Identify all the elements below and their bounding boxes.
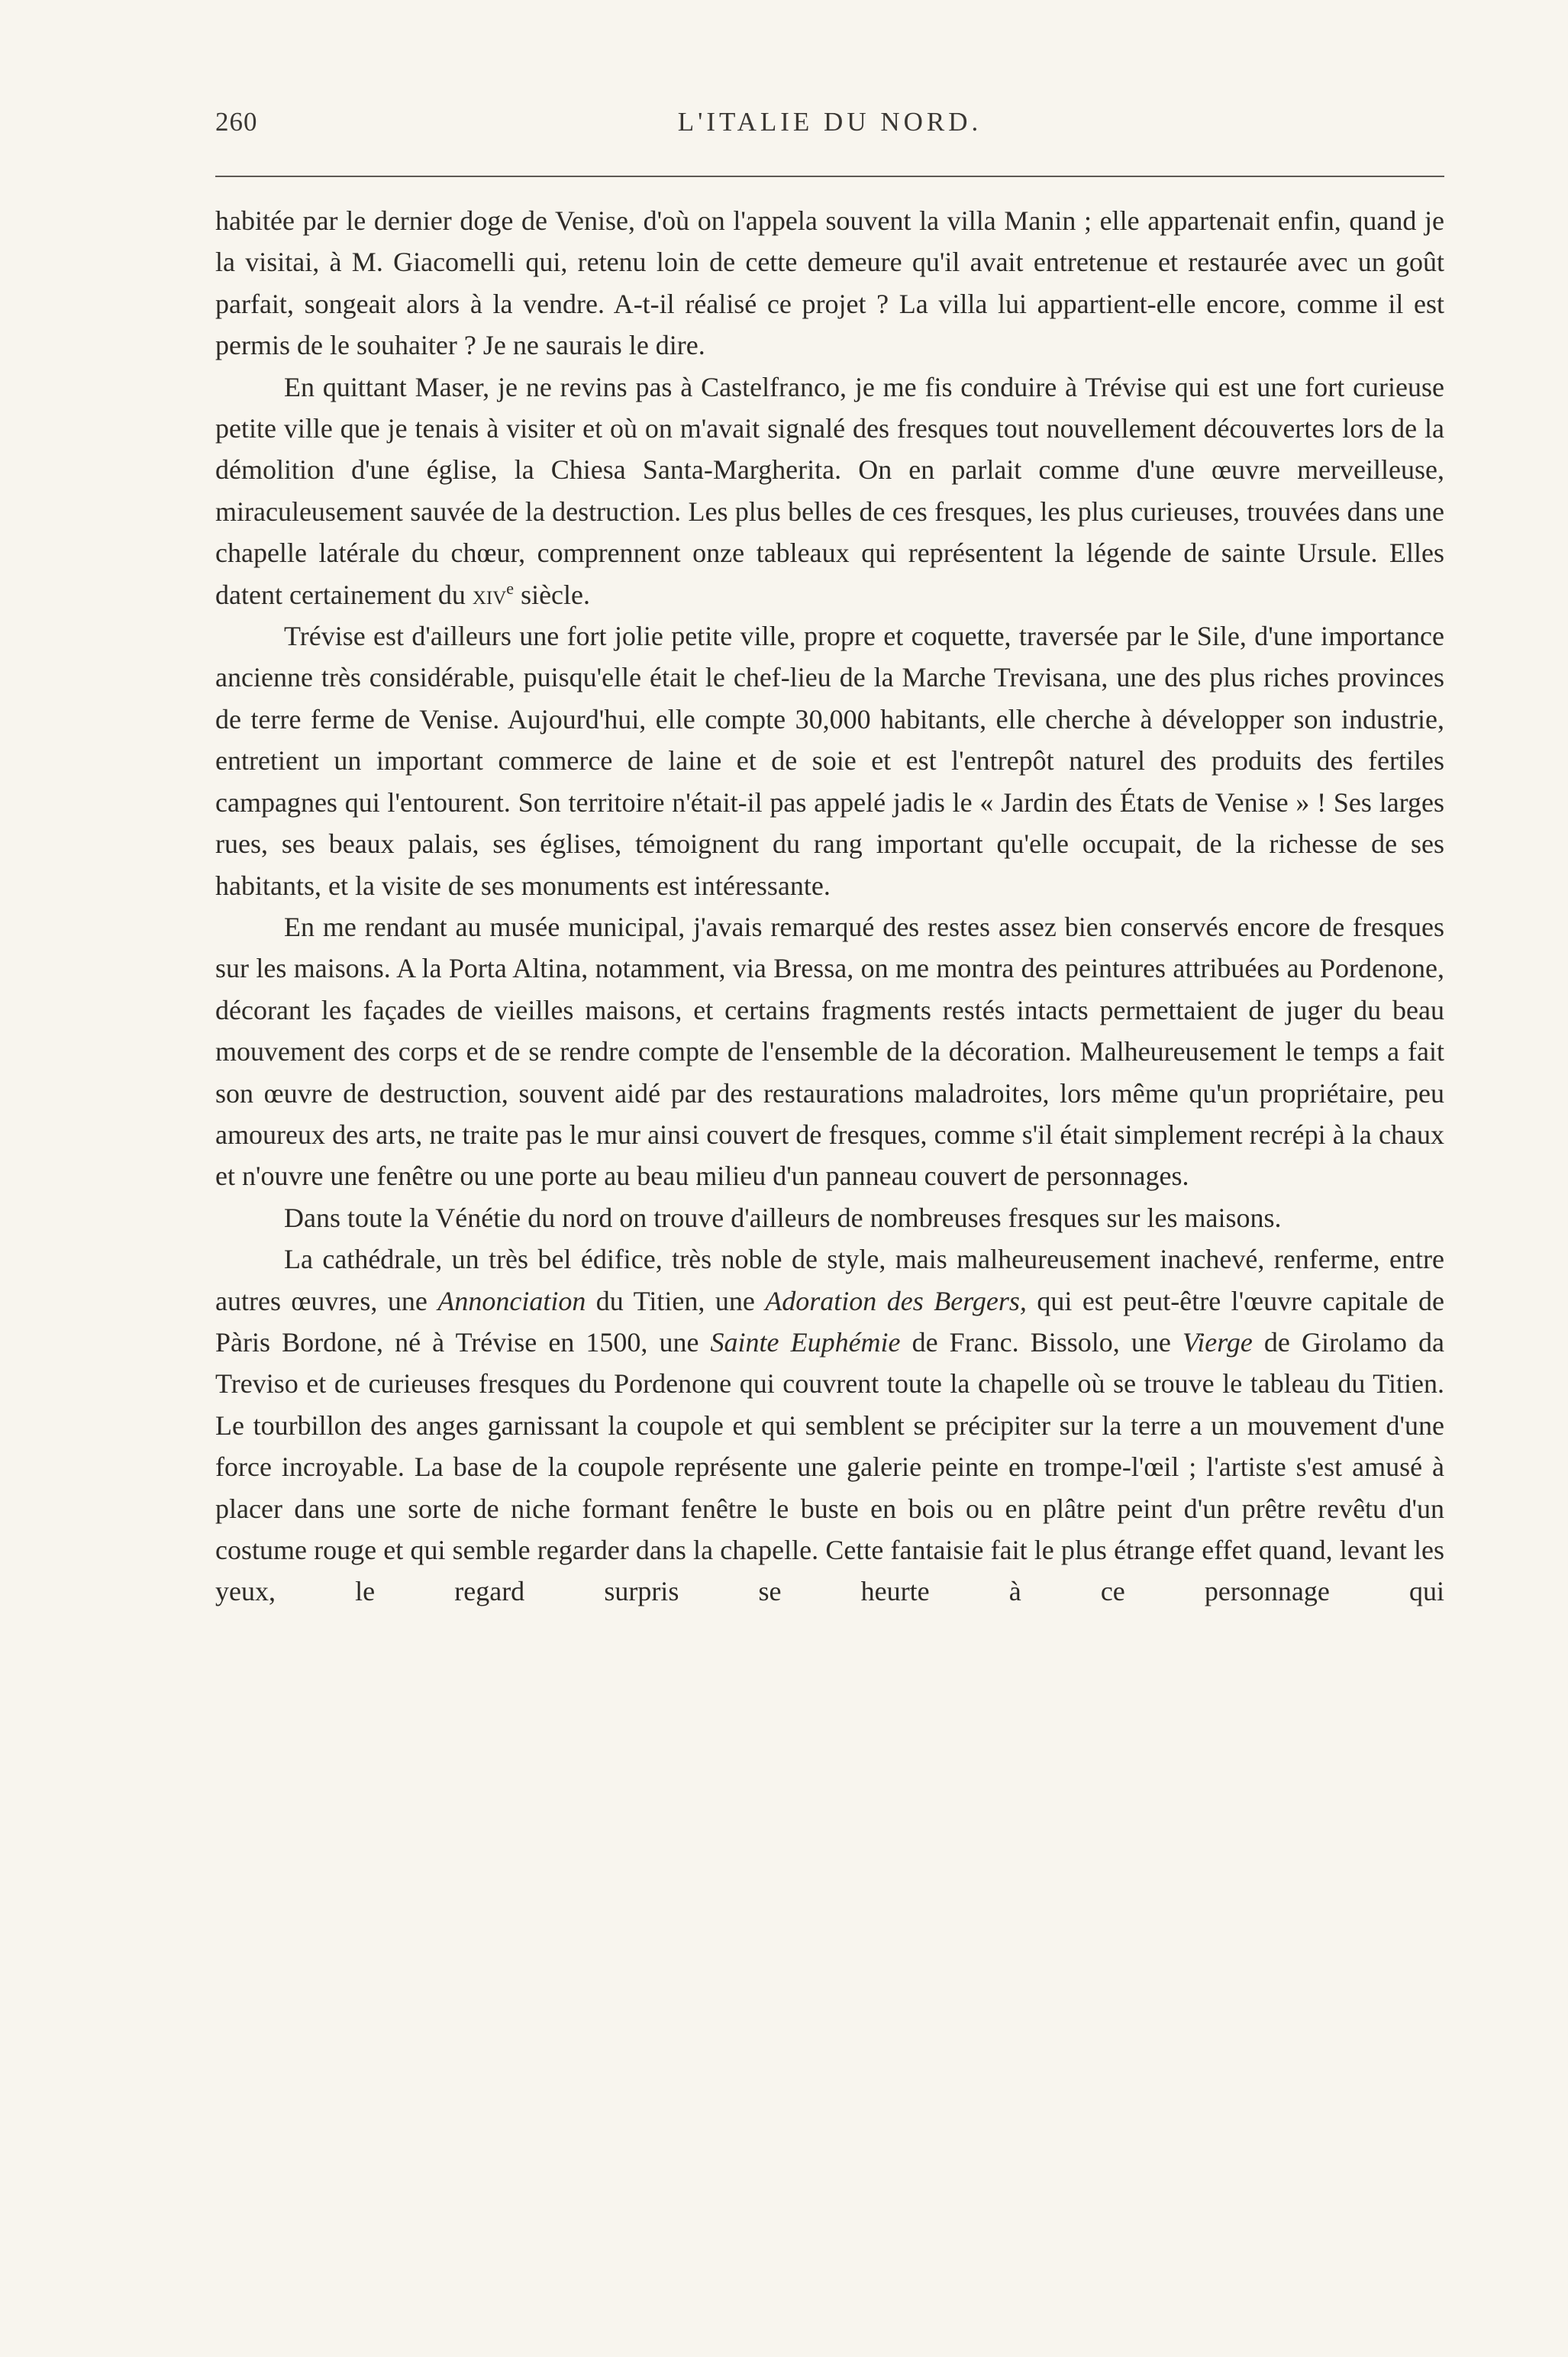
page-number: 260 [215,107,258,137]
century-superscript: e [506,578,515,598]
artwork-title: Adoration des Bergers, [765,1285,1027,1316]
paragraph-text: qui est peut-être l'œuvre capitale de Pàris Bordone, né à Trévise en 1500, une [215,1285,1444,1358]
paragraph-text: de Girolamo da Treviso et de curieuses fresques du Pordenone qui couvrent toute la chapelle où se trouve le tableau du Titien. Le tourbillon des anges garnissant la coupole et qui semblent se précipiter sur la terre a un mouvement d'une force incroyable. La base de la coupole représente une galerie peinte en trompe-l'œil ; l'artiste s'est amusé à placer dans une sorte de niche formant fenêtre le buste en bois ou en plâtre peint d'un prêtre revêtu d'un costume rouge et qui semble regarder dans la chapelle. Cette fantaisie fait le plus étrange effet quand, levant les yeux, le regard surpris se heurte à ce personnage qui [215,1326,1444,1607]
paragraph-text: En quittant Maser, je ne revins pas à Castelfranco, je me fis conduire à Trévise qui est une fort curieuse petite ville que je tenais à visiter et où on m'avait signalé des fresques tout nouvellement découvertes lors de la démolition d'une église, la Chiesa Santa-Margherita. On en parlait comme d'une œuvre merveilleuse, miraculeusement sauvée de la destruction. Les plus belles de ces fresques, les plus curieuses, trouvées dans une chapelle latérale du chœur, comprennent onze tableaux qui représentent la légende de sainte Ursule. Elles datent certainement du [215,371,1444,610]
paragraph-text: siècle. [514,579,591,610]
century-numeral: xiv [472,579,507,610]
paragraph: En me rendant au musée municipal, j'avais remarqué des restes assez bien conservés encore de fresques sur les maisons. A la Porta Altina, notamment, via Bressa, on me montra des peintures attribuées au Pordenone, décorant les façades de vieilles maisons, et certains fragments restés intacts permettaient de juger du beau mouvement des corps et de se rendre compte de l'ensemble de la décoration. Malheureusement le temps a fait son œuvre de destruction, souvent aidé par des restaurations maladroites, lors même qu'un propriétaire, peu amoureux des arts, ne traite pas le mur ainsi couvert de fresques, comme s'il était simplement recrépi à la chaux et n'ouvre une fenêtre ou une porte au beau milieu d'un panneau couvert de personnages. [215,911,1444,1192]
paragraph: Dans toute la Vénétie du nord on trouve d'ailleurs de nombreuses fresques sur les maisons. [284,1202,1282,1233]
paragraph-text: du Titien, une [586,1285,766,1316]
header-rule [215,176,1444,177]
paragraph-text: de Franc. Bissolo, une [900,1326,1182,1358]
paragraph: Trévise est d'ailleurs une fort jolie petite ville, propre et coquette, traversée par le Sile, d'une importance ancienne très considérable, puisqu'elle était le chef-lieu de la Marche Trevisana, une des plus riches provinces de terre ferme de Venise. Aujourd'hui, elle compte 30,000 habitants, elle cherche à développer son industrie, entretient un important commerce de laine et de soie et est l'entrepôt naturel des produits des fertiles campagnes qui l'entourent. Son territoire n'était-il pas appelé jadis le « Jardin des États de Venise » ! Ses larges rues, ses beaux palais, ses églises, témoignent du rang important qu'elle occupait, de la richesse de ses habitants, et la visite de ses monuments est intéressante. [215,621,1444,901]
artwork-title: Sainte Euphémie [710,1326,901,1358]
paragraph-text: La cathédrale, un très bel édifice, très noble de style, mais malheureusement inachevé, renferme, entre autres œuvres, une [215,1244,1444,1316]
body-text [215,200,1444,1613]
paragraph: habitée par le dernier doge de Venise, d'où on l'appela souvent la villa Manin ; elle appartenait enfin, quand je la visitai, à M. Giacomelli qui, retenu loin de cette demeure qu'il avait entretenue et restaurée avec un goût parfait, songeait alors à la vendre. A-t-il réalisé ce projet ? La villa lui appartient-elle encore, comme il est permis de le souhaiter ? Je ne saurais le dire. [215,205,1444,361]
artwork-title: Vierge [1182,1326,1253,1358]
running-title: L'ITALIE DU NORD. [677,107,982,137]
page-header [215,107,1444,153]
paragraph [215,1238,1444,1613]
paragraph [215,366,1444,615]
artwork-title: Annonciation [437,1285,586,1316]
